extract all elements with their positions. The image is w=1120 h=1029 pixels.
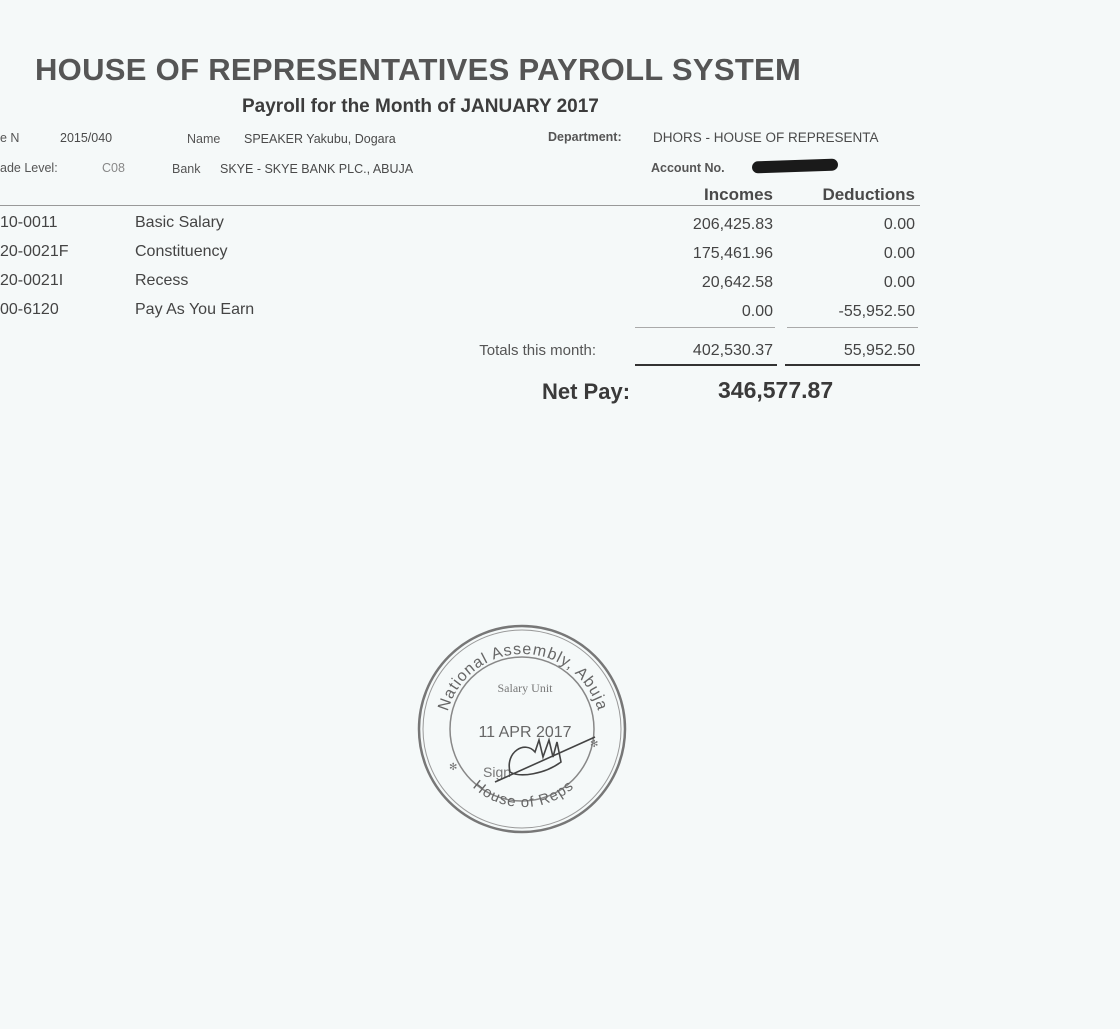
row-code: 00-6120 (0, 301, 59, 318)
row-income: 20,642.58 (701, 274, 773, 291)
payroll-period: Payroll for the Month of JANUARY 2017 (242, 96, 599, 117)
total-income: 402,530.37 (692, 342, 773, 359)
row-code: 20-0021F (0, 243, 69, 260)
deduction-total-underline (785, 364, 920, 366)
row-description: Pay As You Earn (135, 301, 255, 318)
file-no-value: 2015/040 (60, 131, 113, 145)
header-divider (0, 205, 920, 206)
department-value: DHORS - HOUSE OF REPRESENTA (653, 130, 879, 145)
row-income: 206,425.83 (692, 216, 773, 233)
handwritten-signature (495, 737, 595, 782)
row-deduction: 0.00 (883, 274, 915, 291)
stamp-unit: Salary Unit (497, 681, 553, 695)
redacted-account-number (752, 159, 838, 174)
net-pay-label: Net Pay: (542, 379, 631, 404)
file-no-label: e N (0, 131, 20, 145)
row-code: 20-0021I (0, 272, 64, 289)
grade-level-label: ade Level: (0, 161, 58, 175)
income-sum-line (635, 327, 775, 328)
row-description: Basic Salary (135, 214, 224, 231)
row-deduction: -55,952.50 (838, 303, 915, 320)
net-pay-value: 346,577.87 (718, 377, 834, 403)
totals-label: Totals this month: (479, 342, 596, 359)
row-description: Constituency (135, 243, 228, 260)
svg-text:✻: ✻ (590, 739, 599, 750)
svg-text:✻: ✻ (449, 762, 458, 773)
deductions-header: Deductions (822, 185, 915, 204)
stamp-sign-label: Sign (483, 764, 512, 780)
svg-text:House of Reps (470, 777, 577, 811)
row-income: 0.00 (741, 303, 773, 320)
stamp-bottom-text: House of Reps (469, 777, 578, 812)
official-stamp (415, 622, 630, 837)
document-title: HOUSE OF REPRESENTATIVES PAYROLL SYSTEM (35, 52, 802, 87)
income-total-underline (635, 364, 777, 366)
account-label: Account No. (651, 161, 725, 175)
grade-level-value: C08 (102, 161, 125, 175)
deduction-sum-line (787, 327, 918, 328)
row-income: 175,461.96 (692, 245, 773, 262)
row-code: 10-0011 (0, 214, 58, 231)
row-deduction: 0.00 (883, 245, 915, 262)
name-label: Name (187, 132, 221, 146)
row-description: Recess (135, 272, 189, 289)
total-deduction: 55,952.50 (843, 342, 915, 359)
stamp-date: 11 APR 2017 (478, 724, 572, 741)
bank-value: SKYE - SKYE BANK PLC., ABUJA (220, 162, 414, 176)
row-deduction: 0.00 (883, 216, 915, 233)
incomes-header: Incomes (704, 185, 773, 204)
stamp-top-text: National Assembly, Abuja (435, 640, 611, 713)
name-value: SPEAKER Yakubu, Dogara (244, 132, 396, 146)
department-label: Department: (548, 130, 622, 144)
bank-label: Bank (172, 162, 201, 176)
